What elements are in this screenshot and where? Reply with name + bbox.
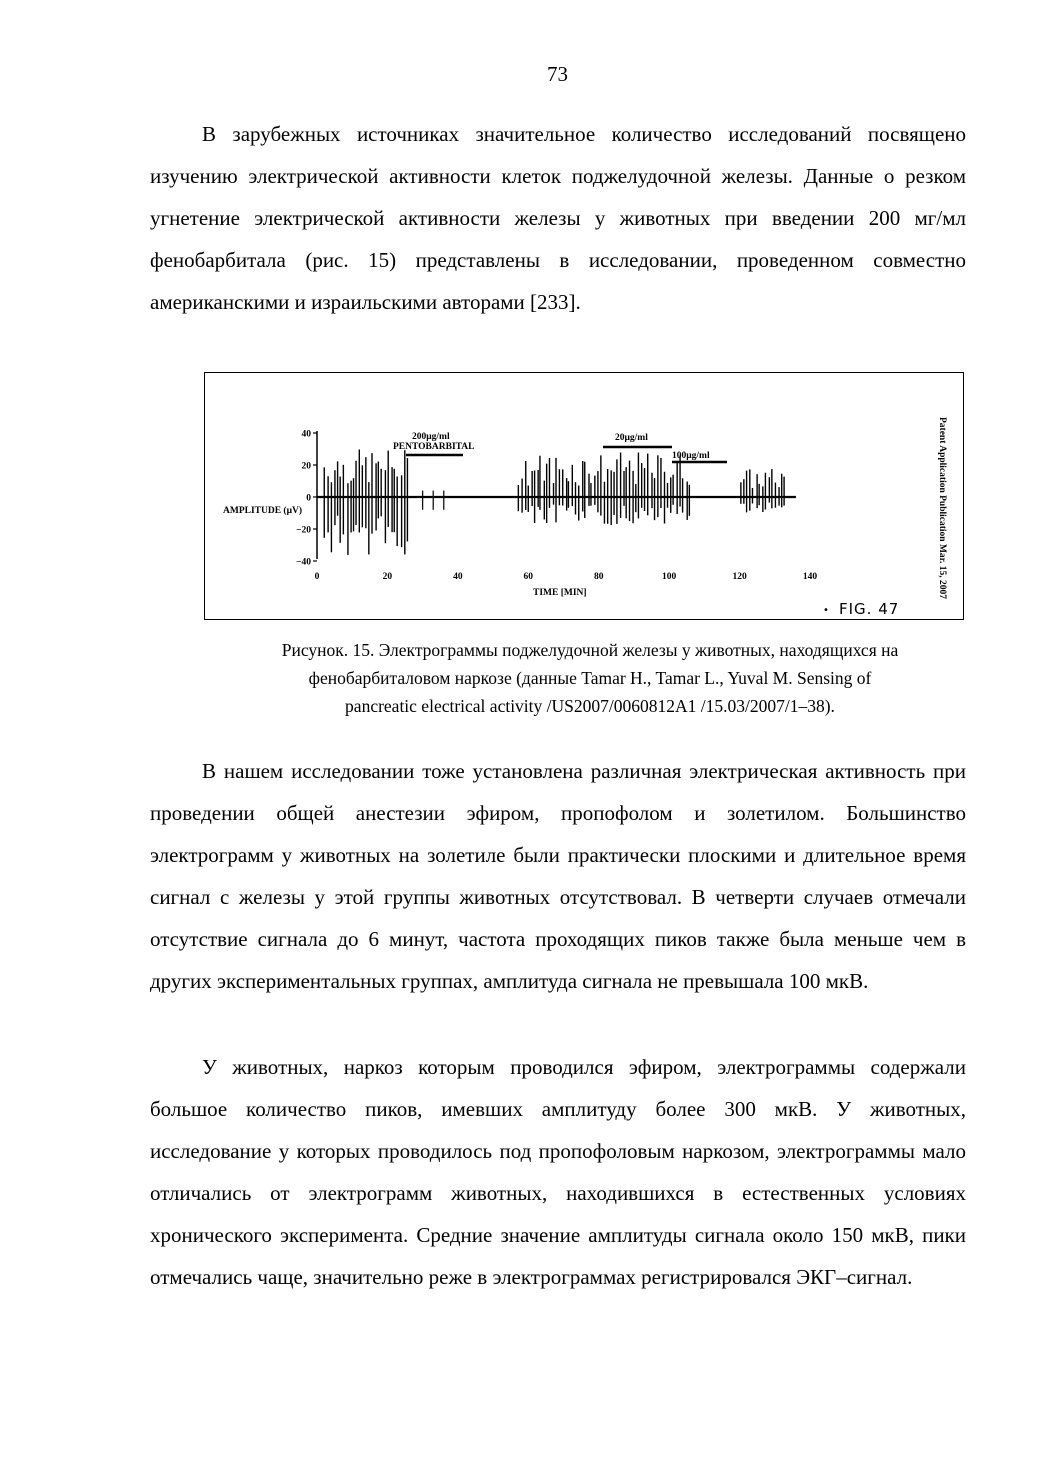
annotation-dose-20: 20μg/ml [615,433,648,443]
axis-ticks [296,430,817,583]
patent-side-text: Patent Application Publication Mar. 15, 2007 [937,417,947,600]
x-tick-label: 0 [314,572,320,582]
annotation-pentobarbital: PENTOBARBITAL [393,442,475,452]
x-tick-label: 40 [453,572,463,582]
x-tick-label: 100 [662,572,677,582]
electrogram-chart [205,373,965,621]
x-axis-label: TIME [MIN] [533,588,587,598]
y-tick-label: −20 [296,525,311,536]
annotation-dose-100: 100μg/ml [672,451,710,461]
figure-electrogram [204,372,964,620]
signal-trace [317,450,796,556]
caption-line-2: фенобарбиталовом наркозе (данные Tamar H., Tamar L., Yuval M. Sensing of [308,668,872,688]
page-number: 73 [547,62,568,86]
x-tick-label: 20 [382,572,393,582]
paragraph-intro: В зарубежных источниках значительное количество исследований посвящено изучению электрической активности клеток поджелудочной железы. Данные о резком угнетение электрической активности железы у животных при введении 200 мг/мл фенобарбитала (рис. 15) представлены в исследовании, проведенном совместно американскими и израильскими авторами [233]. [150,122,966,314]
y-tick-label: −40 [296,557,311,568]
fig-label-bullet: • [823,605,829,616]
paragraph-ether: У животных, наркоз которым проводился эфиром, электрограммы содержали большое количество пиков, имевших амплитуду более 300 мкВ. У животных, исследование у которых проводилось под пропофоловым наркозом, электрограммы мало отличались от электрограмм животных, находившихся в естественных условиях хронического эксперимента. Средние значение амплитуды сигнала около 150 мкВ, пики отмечались чаще, значительно реже в электрограммах регистрировался ЭКГ–сигнал. [150,1055,966,1289]
fig-label: FIG. 47 [839,600,900,618]
caption-line-1: Рисунок. 15. Электрограммы поджелудочной железы у животных, находящихся на [281,640,899,660]
x-tick-label: 60 [523,572,534,582]
y-tick-label: 40 [301,429,311,440]
x-tick-label: 140 [802,572,818,582]
figure-caption [150,636,1030,720]
x-tick-label: 120 [732,572,747,582]
y-tick-label: 0 [306,493,311,504]
y-tick-label: 20 [301,461,311,472]
caption-line-3: pancreatic electrical activity /US2007/0060812A1 /15.03/2007/1–38). [345,696,835,716]
paragraph-study: В нашем исследовании тоже установлена различная электрическая активность при проведении общей анестезии эфиром, пропофолом и золетилом. Большинство электрограмм у животных на золетиле были практически плоскими и длительное время сигнал с железы у этой группы животных отсутствовал. В четверти случаев отмечали отсутствие сигнала до 6 минут, частота проходящих пиков также была меньше чем в других экспериментальных группах, амплитуда сигнала не превышала 100 мкВ. [150,759,966,993]
x-tick-label: 80 [593,572,604,582]
annotation-pentobarbital-dose: 200μg/ml [412,432,450,442]
y-axis-label: AMPLITUDE (μV) [223,506,303,516]
